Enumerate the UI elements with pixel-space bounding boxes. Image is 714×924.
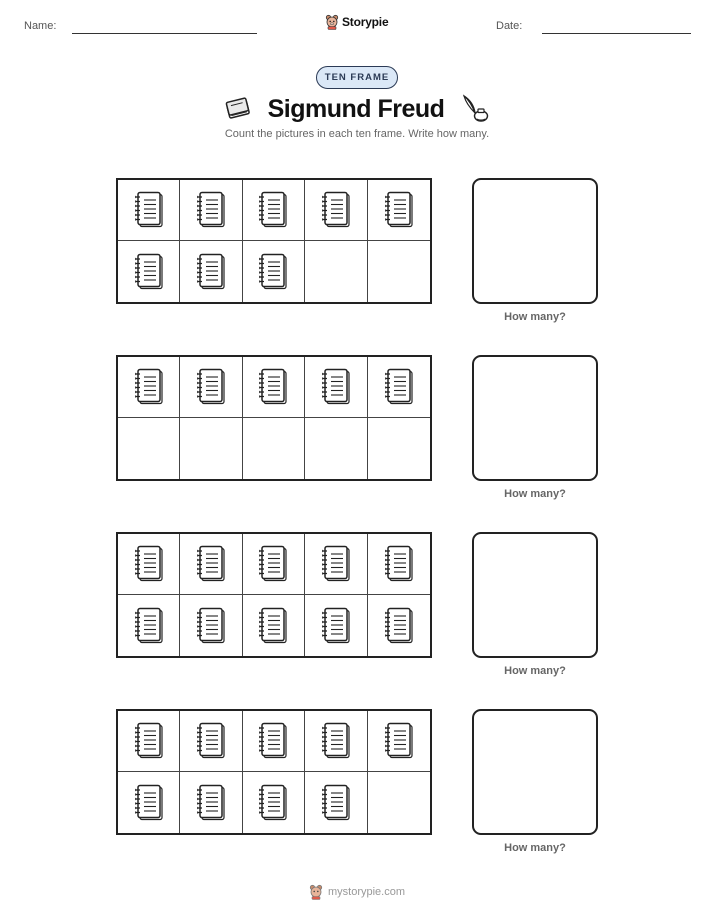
name-label: Name:: [24, 20, 57, 32]
ten-frame: [116, 178, 432, 304]
notebook-icon: [320, 544, 352, 584]
storypie-mascot-icon: [325, 14, 339, 30]
notebook-icon: [133, 606, 165, 646]
answer-box[interactable]: [472, 355, 598, 481]
worksheet-header: [0, 0, 714, 50]
notebook-icon: [195, 606, 227, 646]
ten-frame-cell-filled: [118, 534, 180, 595]
ten-frame-cell-filled: [305, 180, 367, 241]
ten-frame-cell-empty: [368, 418, 430, 479]
footer-website: mystorypie.com: [327, 886, 406, 898]
ten-frame-cell-empty: [243, 418, 305, 479]
notebook-icon: [133, 252, 165, 292]
date-label: Date:: [496, 20, 523, 32]
notebook-icon: [195, 721, 227, 761]
notebook-icon: [320, 190, 352, 230]
notebook-icon: [320, 606, 352, 646]
quill-ink-icon: [460, 94, 490, 124]
ten-frame-cell-filled: [305, 711, 367, 772]
ten-frame-cell-filled: [118, 595, 180, 656]
ten-frame-cell-filled: [243, 595, 305, 656]
ten-frame-cell-filled: [118, 711, 180, 772]
footer: [0, 884, 714, 900]
notebook-icon: [195, 252, 227, 292]
notebook-icon: [257, 606, 289, 646]
ten-frame-cell-empty: [368, 772, 430, 833]
ten-frame-cell-filled: [180, 711, 242, 772]
ten-frame-cell-filled: [243, 241, 305, 302]
ten-frame: [116, 355, 432, 481]
ten-frame-cell-filled: [180, 241, 242, 302]
notebook-icon: [320, 367, 352, 407]
ten-frame-cell-filled: [118, 241, 180, 302]
ten-frame-cell-filled: [118, 357, 180, 418]
notebook-icon: [195, 190, 227, 230]
answer-box[interactable]: [472, 532, 598, 658]
storypie-mascot-icon: [309, 884, 323, 900]
ten-frame-cell-filled: [180, 534, 242, 595]
notebook-icon: [383, 190, 415, 230]
how-many-label: How many?: [504, 665, 566, 677]
ten-frame-cell-filled: [368, 180, 430, 241]
notebook-icon: [383, 367, 415, 407]
ten-frame-cell-empty: [180, 418, 242, 479]
ten-frame-cell-filled: [243, 534, 305, 595]
answer-box[interactable]: [472, 709, 598, 835]
name-field[interactable]: [72, 33, 257, 34]
ten-frame-cell-filled: [305, 772, 367, 833]
ten-frame-cell-empty: [118, 418, 180, 479]
ten-frame-cell-filled: [368, 357, 430, 418]
ten-frame-cell-empty: [305, 418, 367, 479]
ten-frame-cell-filled: [118, 180, 180, 241]
ten-frame-cell-filled: [368, 711, 430, 772]
notebook-icon: [195, 783, 227, 823]
ten-frame: [116, 709, 432, 835]
notebook-icon: [257, 367, 289, 407]
notebook-icon: [257, 783, 289, 823]
date-field[interactable]: [542, 33, 691, 34]
notebook-icon: [133, 367, 165, 407]
notebook-icon: [383, 721, 415, 761]
notebook-icon: [320, 783, 352, 823]
notebook-icon: [133, 783, 165, 823]
ten-frame-cell-filled: [180, 180, 242, 241]
notebook-icon: [383, 544, 415, 584]
brand-logo: [325, 14, 388, 30]
notebook-icon: [257, 190, 289, 230]
brand-name: Storypie: [342, 15, 389, 29]
ten-frame-cell-filled: [305, 534, 367, 595]
ten-frame-cell-filled: [243, 772, 305, 833]
worksheet-type-badge: TEN FRAME: [316, 66, 398, 89]
notebook-icon: [133, 721, 165, 761]
ten-frame-cell-filled: [180, 772, 242, 833]
how-many-label: How many?: [504, 488, 566, 500]
answer-box[interactable]: [472, 178, 598, 304]
book-icon: [224, 97, 252, 121]
ten-frame-cell-filled: [180, 357, 242, 418]
notebook-icon: [133, 544, 165, 584]
ten-frame-cell-filled: [243, 711, 305, 772]
ten-frame-cell-filled: [305, 357, 367, 418]
notebook-icon: [257, 544, 289, 584]
notebook-icon: [383, 606, 415, 646]
ten-frame-cell-filled: [305, 595, 367, 656]
ten-frame-cell-filled: [118, 772, 180, 833]
title-row: [0, 92, 714, 126]
notebook-icon: [133, 190, 165, 230]
notebook-icon: [257, 252, 289, 292]
ten-frame-cell-empty: [368, 241, 430, 302]
ten-frame-cell-filled: [368, 534, 430, 595]
ten-frame-cell-filled: [243, 357, 305, 418]
notebook-icon: [195, 367, 227, 407]
ten-frame-cell-filled: [368, 595, 430, 656]
ten-frame-cell-filled: [243, 180, 305, 241]
notebook-icon: [195, 544, 227, 584]
notebook-icon: [320, 721, 352, 761]
ten-frame-cell-filled: [180, 595, 242, 656]
notebook-icon: [257, 721, 289, 761]
how-many-label: How many?: [504, 842, 566, 854]
ten-frame-cell-empty: [305, 241, 367, 302]
ten-frame: [116, 532, 432, 658]
how-many-label: How many?: [504, 311, 566, 323]
page-title: Sigmund Freud: [267, 94, 445, 123]
instructions-text: Count the pictures in each ten frame. Write how many.: [224, 128, 490, 140]
